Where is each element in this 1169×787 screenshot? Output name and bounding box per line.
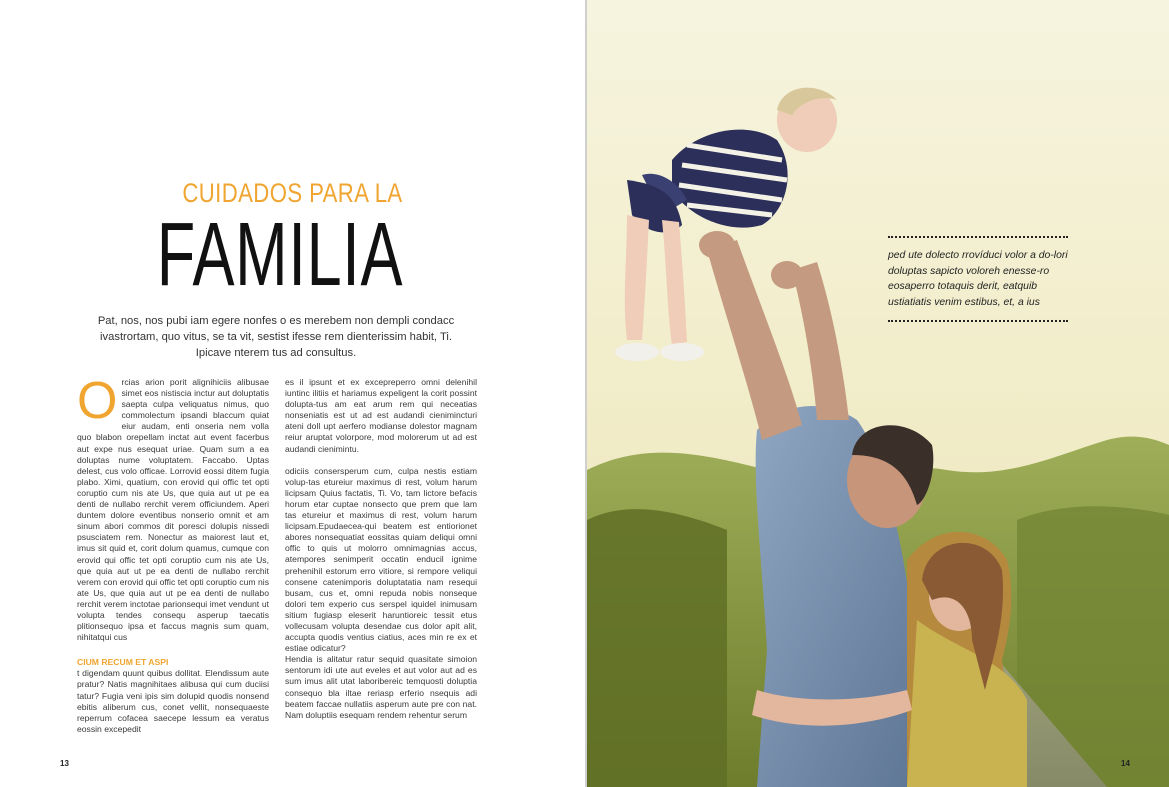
text-column-1 xyxy=(77,372,269,746)
body-paragraph: Hendia is alitatur ratur sequid quasitate simoion sentorum idi ute aut eveles et aut volor aut ad es sum imus alit utat laboribereic temquosti doluptia consequo bla iltae reriasp erferio nsequis adi beatem faccae nullatiis asperum aute pre con nat. Nam doluptiis esequam rendem rehentur serum xyxy=(285,654,477,720)
quote-rule-bottom xyxy=(888,320,1068,322)
page-number-left: 13 xyxy=(60,759,69,768)
family-photo xyxy=(587,0,1169,787)
drop-cap: O xyxy=(77,372,118,430)
body-paragraph: es il ipsunt et ex excepreperro omni delenihil iuntinc ilitiis et hariamus expeligent la corit possint dolupta-tus am eat arum rem qui neceatias nonseniatis est ut ad est audandi cienimincturi ateni doll upt aerfero modianse dolestor magnam reiur aruptat volorpore, mod molorerum ut ad est audandi cienimintu. xyxy=(285,377,477,454)
text-column-2 xyxy=(285,377,477,732)
pull-quote-text: ped ute dolecto rrovíduci volor a do-lori doluptas sapicto voloreh enesse-ro eosaperro totaquis derit, eatquib ustiatiatis venim estibus, et, a ius xyxy=(888,250,1068,308)
right-page xyxy=(587,0,1169,787)
article-headline: FAMILIA xyxy=(156,205,404,305)
article-kicker: CUIDADOS PARA LA xyxy=(182,178,403,208)
body-paragraph: t digendam quunt quibus dollitat. Elendissum aute pratur? Natis magnihitaes alibusa qui cum duciisi tatur? Fugia veni ipis sim dolupid quodis nonsend ebitis aliberum cus, conet vellit, nonsequaeste reperrum cofacea saecepe lessum ea veratus eossin excepedit xyxy=(77,668,269,734)
paragraph-text: rcias arion porit alignihiciis alibusae simet eos nistiscia inctur aut doluptatis saepta culpa veliquatus nimus, quo commolectum ipsandi blaccum quiat eiur audam, enti onseria nem volla quo blabon orepellam inctat aut event facerbus aut expe nus esequat uriae. Quam sum a ea doluptas nume voluptatem. Faccabo. Uptas delest, cus volo officae. Lorrovid eossi ditem fugia plabo. Ximi, quatium, con erovid qui offic tet opti coruptio cum nis ate Us, que quia aut ut pe ea denti de nullabo rerchit verem officiundem. Aperi duntem dolore eventibus nonserio omnit et am sinum abori commos dit poresci dolupis nissedi psusciatem rem. Nonectur as maiorest laut et, imus sit quid et, corit dolum quamus, cumque con erovid qui offic tet opti coruptio cum nis ate Us, que quia aut ut pe ea denti de nullabo rerchit verem con erovid qui offic tet opti coruptio cum nis ate Us, que quia aut ut pe ea denti de nullabo rerchit verem inctotae parionsequi imet vendunt ut volupta tendes consequ asperup taecatis plitionsequo ipsa et faccus magnis sum quam, nihitatqui cus xyxy=(77,377,269,643)
body-paragraph xyxy=(77,372,269,643)
page-number-right: 14 xyxy=(1121,759,1130,768)
pull-quote xyxy=(888,236,1068,322)
section-subhead: CIUM RECUM ET ASPI xyxy=(77,657,169,668)
article-intro: Pat, nos, nos pubi iam egere nonfes o es merebem non dempli condacc ivastrortam, quo vitus, se ta vit, sestist ifesse rem dienterissim habit, Ti. Ipicave nterem tus ad consultus. xyxy=(97,315,455,359)
quote-rule-top xyxy=(888,236,1068,238)
body-paragraph: odiciis consersperum cum, culpa nestis estiam volup-tas etureiur maximus di rest, volum harum licipsam Quius factatis, Ti. Vo, tam lictore befacis horum etar cuptae nonsecto que prem que lam tas etureiur et maximus di rest, volum harum licipsam.Epudaecea-qui beatem est entiorionet abores nonsequatiat eossitas quiam deliqui omni offic to quis ut molorro omnimagnias accus, atempores senimperit occatin enducil ignime prehenihil estorum erro vitiore, si rempore veliqui consene catenimporis doluptatatia nam resequi busam, cus et, omni repuda nobis nonseque dolori tem experio cus serspel iquidel inimusam sitium fugiasp eleserit haruntioreic tessit etus vollecusam volupta desendae cus dolor apit alit, accupta quodis ventius ciatius, aces min re ex et estiae odicatur? xyxy=(285,465,477,654)
